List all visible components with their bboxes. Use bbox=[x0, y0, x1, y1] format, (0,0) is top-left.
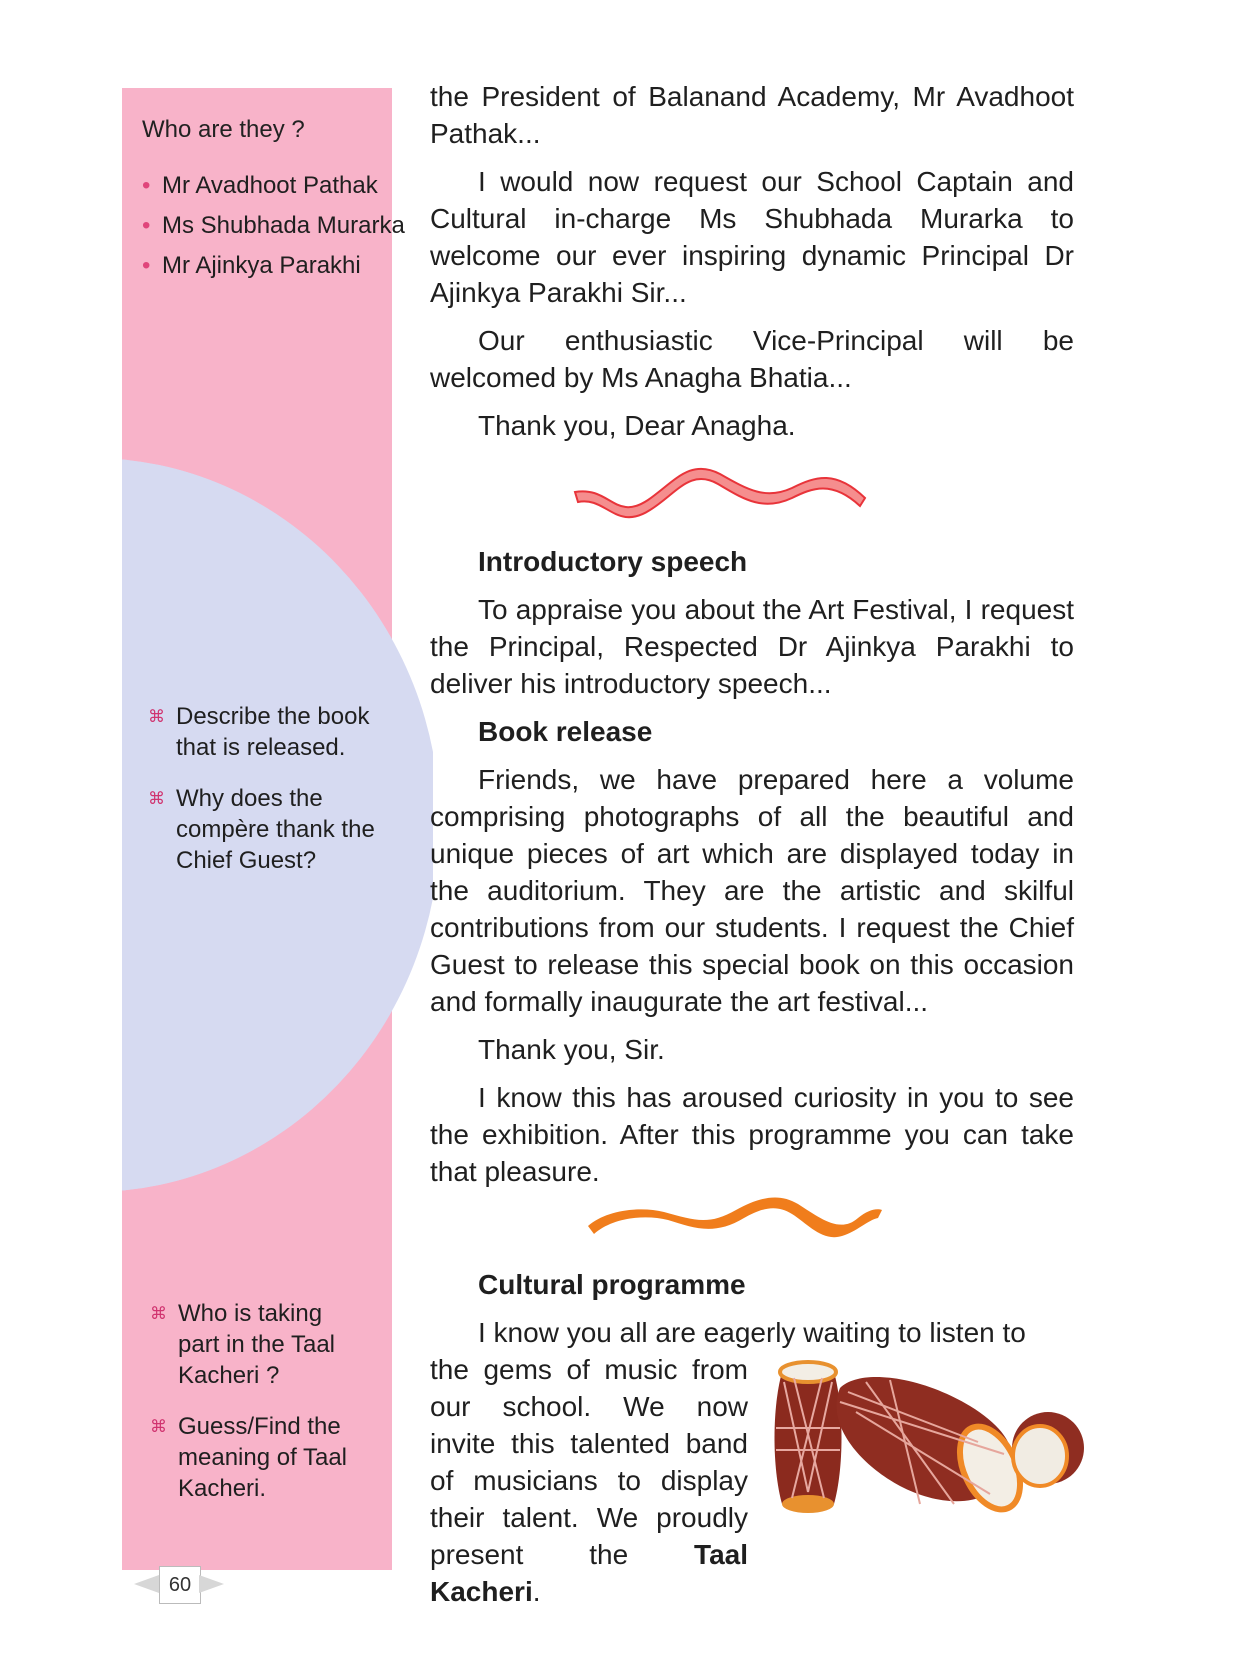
right-arrow-icon bbox=[199, 1575, 224, 1593]
ribbon-divider-red bbox=[570, 460, 870, 530]
command-icon: ⌘ bbox=[148, 707, 165, 726]
bullet-icon: • bbox=[142, 212, 151, 239]
paragraph: Thank you, Sir. bbox=[478, 1034, 665, 1065]
people-list bbox=[142, 172, 405, 292]
list-item: • Mr Avadhoot Pathak bbox=[142, 172, 378, 199]
paragraph: the President of Balanand Academy, Mr Avadhoot Pathak... bbox=[430, 81, 1074, 149]
sidebar-heading: Who are they ? bbox=[142, 116, 305, 143]
section-heading-book-release: Book release bbox=[478, 716, 653, 747]
taal-kacheri-bold: Taal Kacheri bbox=[430, 1539, 748, 1607]
paragraph: I would now request our School Captain and Cultural in-charge Ms Shubhada Murarka to welcome our ever inspiring dynamic Principal Dr Ajinkya Parakhi Sir... bbox=[430, 166, 1074, 308]
list-item: ⌘ Why does the compère thank the Chief Guest? bbox=[148, 785, 375, 874]
small-drum bbox=[775, 1362, 842, 1513]
list-item: ⌘ Describe the book that is released. bbox=[148, 703, 370, 761]
round-drum bbox=[1012, 1412, 1084, 1486]
paragraph: Friends, we have prepared here a volume comprising photographs of all the beautiful and unique pieces of art which are displayed today in the auditorium. They are the artistic and skilful contributions from our students. I request the Chief Guest to release this special book on this occasion and formally inaugurate the art festival... bbox=[430, 764, 1074, 1017]
list-item: • Ms Shubhada Murarka bbox=[142, 212, 405, 239]
paragraph: I know this has aroused curiosity in you to see the exhibition. After this programme you can take that pleasure. bbox=[430, 1082, 1074, 1187]
list-item: • Mr Ajinkya Parakhi bbox=[142, 252, 361, 279]
section-heading-cultural: Cultural programme bbox=[478, 1269, 746, 1300]
paragraph: the gems of music from our school. We now invite this talented band of musicians to display their talent. We proudly present the Taal Kacheri. bbox=[430, 1354, 748, 1607]
question-list-book bbox=[148, 701, 380, 896]
section-heading-introductory: Introductory speech bbox=[478, 546, 748, 577]
large-drum bbox=[837, 1377, 1033, 1518]
page-number-tab bbox=[134, 1566, 224, 1602]
drums-illustration bbox=[770, 1358, 1086, 1518]
page-number: 60 bbox=[159, 1566, 201, 1604]
paragraph: Thank you, Dear Anagha. bbox=[478, 410, 796, 441]
paragraph: Our enthusiastic Vice-Principal will be welcomed by Ms Anagha Bhatia... bbox=[430, 325, 1074, 393]
list-item: ⌘ Who is taking part in the Taal Kacheri ? bbox=[150, 1300, 335, 1389]
bullet-icon: • bbox=[142, 172, 151, 199]
ribbon-divider-orange bbox=[586, 1188, 886, 1248]
left-arrow-icon bbox=[134, 1575, 159, 1593]
bullet-icon: • bbox=[142, 252, 151, 279]
question-list-taal bbox=[150, 1298, 370, 1524]
list-item: ⌘ Guess/Find the meaning of Taal Kacheri. bbox=[150, 1413, 348, 1502]
paragraph: To appraise you about the Art Festival, I request the Principal, Respected Dr Ajinkya Parakhi to deliver his introductory speech... bbox=[430, 594, 1074, 699]
paragraph: I know you all are eagerly waiting to listen to bbox=[478, 1317, 1026, 1348]
command-icon: ⌘ bbox=[150, 1304, 167, 1323]
command-icon: ⌘ bbox=[148, 789, 165, 808]
command-icon: ⌘ bbox=[150, 1417, 167, 1436]
